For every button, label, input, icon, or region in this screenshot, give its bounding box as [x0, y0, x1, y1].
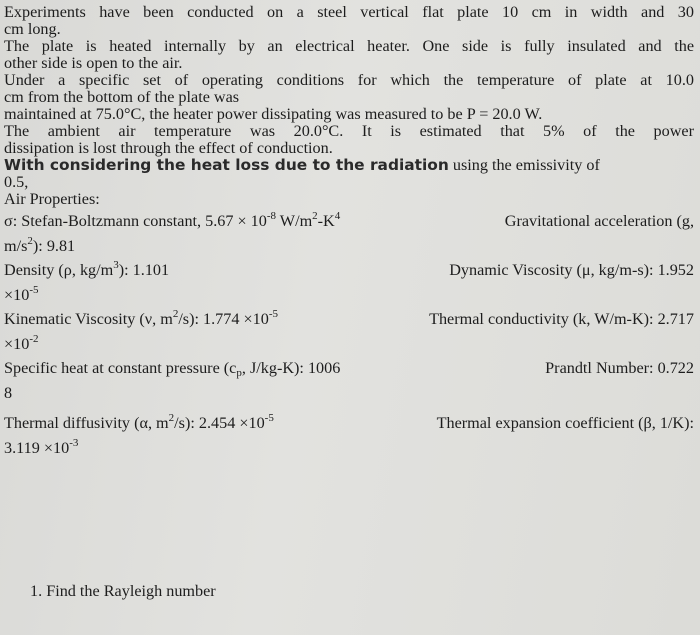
- gravitational-acceleration: Gravitational acceleration (g,: [504, 212, 694, 230]
- property-row: [4, 257, 694, 284]
- problem-statement: [4, 4, 694, 459]
- dynamic-viscosity-exponent: $\times 10^{-5}$: [4, 284, 39, 304]
- text-line: dissipation is lost through the effect of conduction.: [4, 139, 333, 157]
- text-line: maintained at 75.0°C, the heater power dissipating was measured to be P = 20.0 W.: [4, 105, 543, 123]
- air-properties-heading: Air Properties:: [4, 190, 100, 208]
- text-line: Experiments have been conducted on a steel vertical flat plate 10 cm in width and 30: [4, 3, 694, 21]
- gravity-value: $m/s^2$): 9.81: [4, 235, 76, 255]
- kinematic-viscosity: Kinematic Viscosity (ν, $m^2/s$): $1.774 \times 10^{-5}$: [4, 308, 279, 328]
- thermal-diffusivity: Thermal diffusivity (α, $m^2/s$): $2.454 \times 10^{-5}$: [4, 412, 274, 432]
- question-1: 1. Find the Rayleigh number: [30, 582, 216, 600]
- text-line: Under a specific set of operating conditions for which the temperature of plate at 10.0: [4, 71, 694, 89]
- prandtl-continuation: 8: [4, 384, 13, 402]
- text-line: The ambient air temperature was 20.0°C. It is estimated that 5% of the power: [4, 122, 694, 140]
- text-line: cm from the bottom of the plate was: [4, 88, 240, 106]
- property-row: [4, 355, 694, 382]
- property-row: [4, 208, 694, 235]
- text-line: other side is open to the air.: [4, 54, 183, 72]
- thermal-conductivity-exponent: $\times 10^{-2}$: [4, 333, 39, 353]
- text-line: 0.5,: [4, 173, 29, 191]
- specific-heat: Specific heat at constant pressure ($c_p$, J/kg-K): 1006: [4, 359, 341, 379]
- text-line: The plate is heated internally by an electrical heater. One side is fully insulated and the: [4, 37, 694, 55]
- thermal-conductivity: Thermal conductivity (k, W/m-K): 2.717: [429, 310, 694, 328]
- radiation-line: [4, 157, 694, 174]
- text-line: cm long.: [4, 20, 61, 38]
- thermal-expansion-coefficient: Thermal expansion coefficient (β, 1/K):: [436, 414, 694, 432]
- density: Density (ρ, $kg/m^3$): 1.101: [4, 259, 170, 279]
- prandtl-number: Prandtl Number: 0.722: [545, 359, 694, 377]
- stefan-boltzmann-constant: σ: Stefan-Boltzmann constant, $5.67 \times 10^{-8}$ $W/m^2-K^4$: [4, 210, 341, 230]
- text-fragment: using the emissivity of: [448, 156, 600, 174]
- radiation-emphasis: With considering the heat loss due to the radiation: [4, 156, 449, 174]
- expansion-value: $3.119 \times 10^{-3}$: [4, 437, 79, 457]
- property-row: [4, 306, 694, 333]
- property-row: [4, 410, 694, 437]
- dynamic-viscosity: Dynamic Viscosity (μ, kg/m-s): 1.952: [449, 261, 694, 279]
